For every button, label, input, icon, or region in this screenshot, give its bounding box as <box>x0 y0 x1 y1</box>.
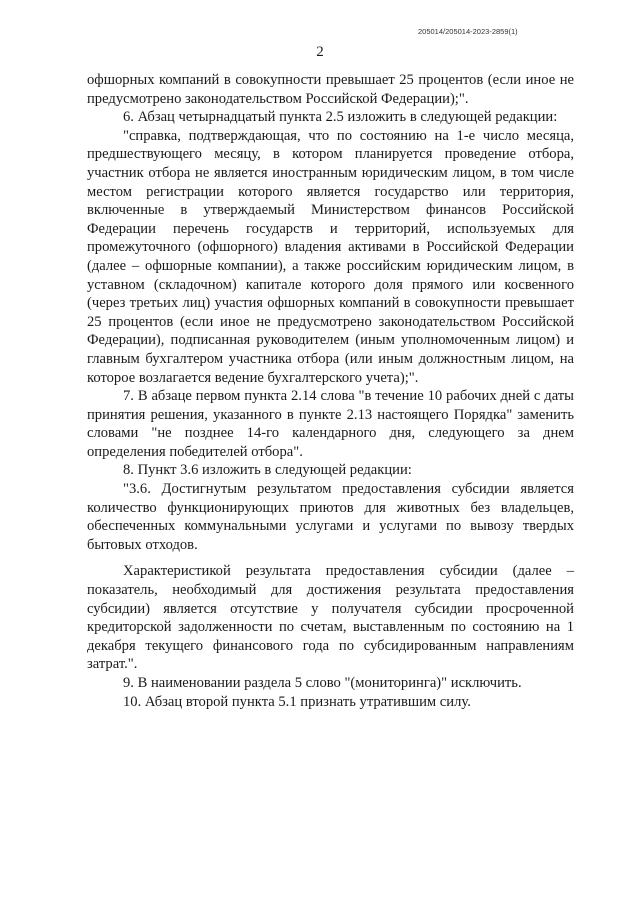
paragraph-item-6-quote: "справка, подтверждающая, что по состоянию на 1-е число месяца, предшествующего месяцу, в котором планируется проведение отбора, участник отбора не является иностранным юридическим лицом, в том числе местом регистрации которого является государство или территория, включенные в утверждаемый Министерством финансов Российской Федерации перечень государств и территорий, используемых для промежуточного (офшорного) владения активами в Российской Федерации (далее – офшорные компании), а также российским юридическим лицом, в уставном (складочном) капитале которого доля прямого или косвенного (через третьих лиц) участия офшорных компаний в совокупности превышает 25 процентов (если иное не предусмотрено законодательством Российской Федерации), подписанная руководителем (иным уполномоченным лицом) и главным бухгалтером участника отбора (или иным должностным лицом, на которое возлагается ведение бухгалтерского учета);". <box>87 127 574 386</box>
paragraph-item-8-characteristic: Характеристикой результата предоставления субсидии (далее – показатель, необходимый для достижения результата предоставления субсидии) является отсутствие у получателя субсидии просроченной кредиторской задолженности по счетам, выставленным по состоянию на 1 декабря текущего финансового года по субсидированным направлениям затрат.". <box>87 563 574 673</box>
page-number: 2 <box>316 44 324 60</box>
paragraph-item-9: 9. В наименовании раздела 5 слово "(мониторинга)" исключить. <box>123 675 522 691</box>
document-registration-code: 205014/205014-2023-2859(1) <box>418 27 518 36</box>
paragraph-item-8: 8. Пункт 3.6 изложить в следующей редакции: <box>123 462 412 479</box>
paragraph-item-10: 10. Абзац второй пункта 5.1 признать утратившим силу. <box>123 693 471 710</box>
paragraph-item-6: 6. Абзац четырнадцатый пункта 2.5 изложить в следующей редакции: <box>123 109 558 126</box>
paragraph-item-7: 7. В абзаце первом пункта 2.14 слова "в течение 10 рабочих дней с даты принятия решения, указанного в пункте 2.13 настоящего Порядка" заменить словами "не позднее 14-го календарного дня, следующего за днем определения победителей отбора". <box>87 388 574 460</box>
document-body <box>87 71 574 711</box>
paragraph-continuation: офшорных компаний в совокупности превышает 25 процентов (если иное не предусмотрено законодательством Российской Федерации);". <box>87 72 574 107</box>
paragraph-item-8-quote: "3.6. Достигнутым результатом предоставления субсидии является количество функционирующих приютов для животных без владельцев, обеспеченных коммунальными услугами и услугами по вывозу твердых бытовых отходов. <box>87 481 574 553</box>
